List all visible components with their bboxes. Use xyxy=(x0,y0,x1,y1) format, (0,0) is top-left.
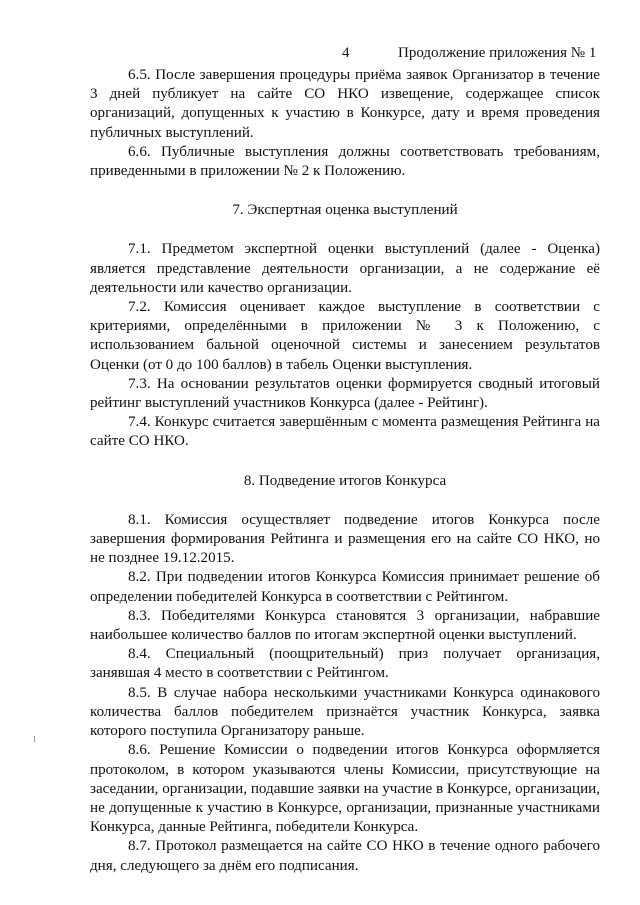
paragraph-8-5: 8.5. В случае набора несколькими участниками Конкурса одинакового количества баллов победителем признаётся участник Конкурса, заявка которого поступила Организатору раньше. xyxy=(90,684,600,740)
paragraph-6-5: 6.5. После завершения процедуры приёма заявок Организатор в течение 3 дней публикует на сайте СО НКО извещение, содержащее список организаций, допущенных к участию в Конкурсе, дату и время проведения публичных выступлений. xyxy=(90,67,600,141)
paragraph-8-4: 8.4. Специальный (поощрительный) приз получает организация, занявшая 4 место в соответствии с Рейтингом. xyxy=(90,646,600,682)
paragraph-7-1: 7.1. Предметом экспертной оценки выступлений (далее - Оценка) является представление деятельности организации, а не содержание её деятельности или качество организации. xyxy=(90,241,600,296)
paragraph-8-6: 8.6. Решение Комиссии о подведении итогов Конкурса оформляется протоколом, в котором указываются члены Комиссии, присутствующие на заседании, организации, подавшие заявки на участие в Конкурсе, организации, не допущенные к участию в Конкурсе, организации, признанные участниками Конкурса, данные Рейтинга, победители Конкурса. xyxy=(90,742,600,836)
paragraph-7-2: 7.2. Комиссия оценивает каждое выступление в соответствии с критериями, определёнными в приложении № 3 к Положению, с использованием бальной оценочной системы и занесением результатов Оценки (от 0 до 100 баллов) в табель Оценки выступления. xyxy=(90,299,600,373)
section-7-heading: 7. Экспертная оценка выступлений xyxy=(232,202,458,219)
paragraph-7-4: 7.4. Конкурс считается завершённым с момента размещения Рейтинга на сайте СО НКО. xyxy=(90,414,600,450)
paragraph-8-1: 8.1. Комиссия осуществляет подведение итогов Конкурса после завершения формирования Рейтинга и размещения его на сайте СО НКО, но не позднее 19.12.2015. xyxy=(90,511,600,567)
page-header xyxy=(0,43,640,63)
section-8-heading: 8. Подведение итогов Конкурса xyxy=(243,472,447,489)
paragraph-8-3: 8.3. Победителями Конкурса становятся 3 организации, набравшие наибольшее количество баллов по итогам экспертной оценки выступлений. xyxy=(90,607,600,644)
paragraph-6-6: 6.6. Публичные выступления должны соответствовать требованиям, приведенными в приложении № 2 к Положению. xyxy=(90,143,600,180)
paragraph-7-3: 7.3. На основании результатов оценки формируется сводный итоговый рейтинг выступлений участников Конкурса (далее - Рейтинг). xyxy=(90,375,600,412)
page-number: 4 xyxy=(342,45,350,61)
paragraph-8-7: 8.7. Протокол размещается на сайте СО НКО в течение одного рабочего дня, следующего за днём его подписания. xyxy=(90,838,600,874)
paragraph-8-2: 8.2. При подведении итогов Конкурса Комиссия принимает решение об определении победителей Конкурса в соответствии с Рейтингом. xyxy=(90,569,600,605)
appendix-continuation: Продолжение приложения № 1 xyxy=(398,45,597,61)
document-body xyxy=(90,66,600,876)
margin-mark xyxy=(34,736,35,742)
